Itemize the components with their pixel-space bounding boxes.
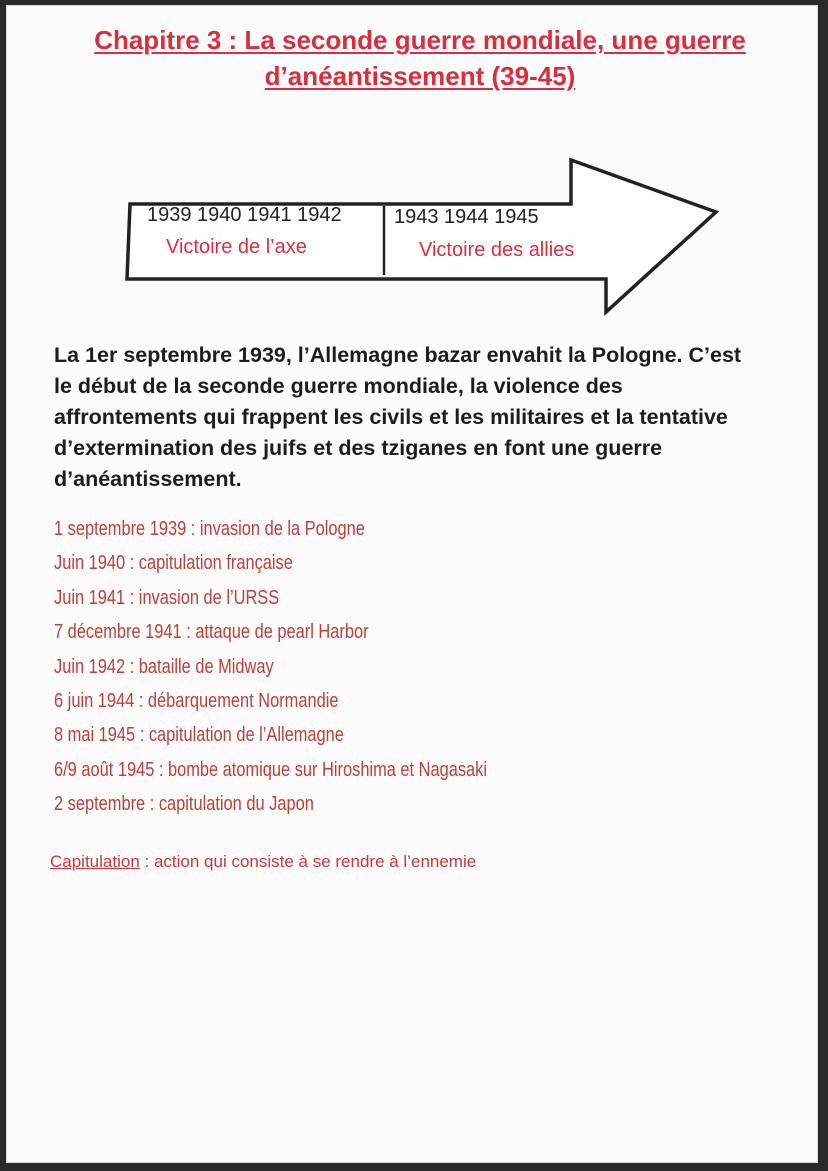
definition-text: : action qui consiste à se rendre à l’ennemie — [139, 852, 477, 871]
list-item: 7 décembre 1941 : attaque de pearl Harbor — [54, 621, 369, 644]
chapter-title-line-1: Chapitre 3 : La seconde guerre mondiale, une guerre — [94, 25, 746, 55]
event-list — [54, 512, 582, 822]
list-item: 6 juin 1944 : débarquement Normandie — [54, 690, 339, 713]
list-item: 6/9 août 1945 : bombe atomique sur Hiroshima et Nagasaki — [54, 758, 488, 781]
chapter-title-line-2: d’anéantissement (39-45) — [264, 61, 576, 91]
intro-paragraph: La 1er septembre 1939, l’Allemagne bazar envahit la Pologne. C’est le début de la seconde guerre mondiale, la violence des affrontements qui frappent les civils et les militaires et la tentative d’extermination des juifs et des tziganes en font une guerre d’anéantissement. — [54, 343, 742, 491]
timeline-arrow — [0, 0, 828, 330]
definition-term: Capitulation — [50, 852, 140, 871]
list-item: Juin 1940 : capitulation française — [54, 552, 293, 575]
timeline-phase-axis: Victoire de l’axe — [166, 236, 307, 258]
list-item: 8 mai 1945 : capitulation de l’Allemagne — [54, 724, 344, 747]
list-item: Juin 1942 : bataille de Midway — [54, 655, 274, 678]
list-item: Juin 1941 : invasion de l’URSS — [54, 586, 280, 609]
timeline-years-axis: 1939 1940 1941 1942 — [147, 204, 342, 226]
timeline-years-allies: 1943 1944 1945 — [394, 206, 539, 228]
list-item: 2 septembre : capitulation du Japon — [54, 793, 314, 816]
definition — [50, 852, 476, 872]
list-item: 1 septembre 1939 : invasion de la Pologne — [54, 518, 365, 540]
timeline-phase-allies: Victoire des allies — [419, 239, 575, 261]
